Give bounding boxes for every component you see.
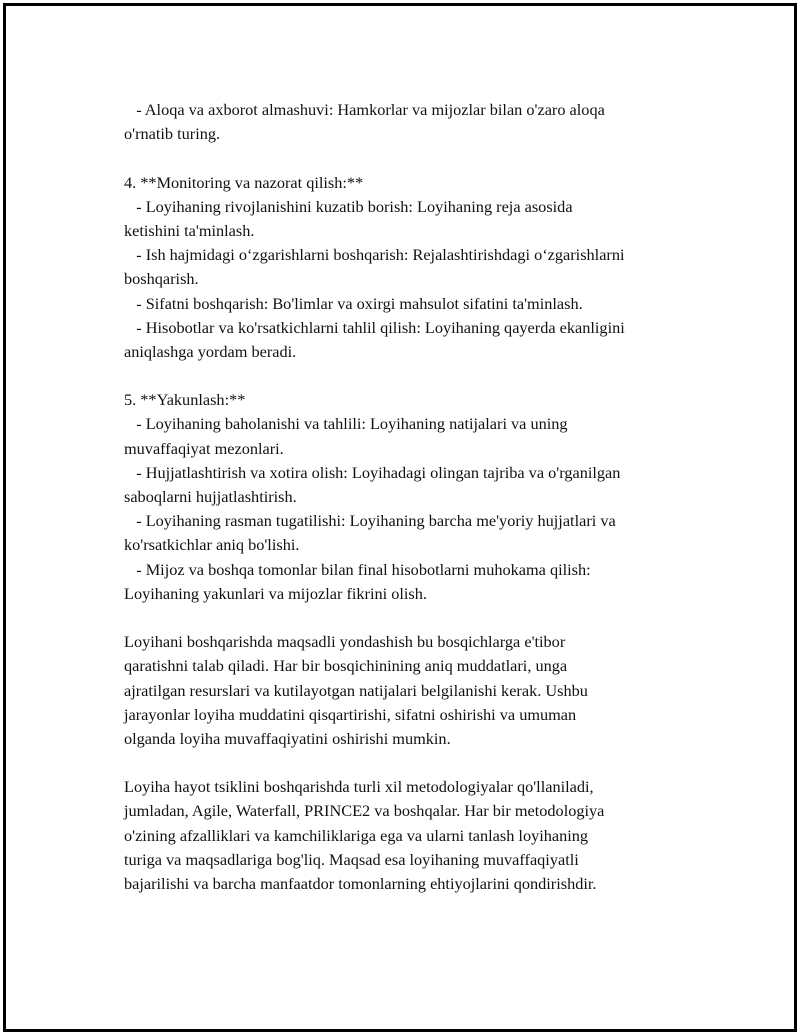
text-line: olganda loyiha muvaffaqiyatini oshirishi mumkin.: [124, 728, 451, 748]
list-item: - Loyihaning rivojlanishini kuzatib borish: Loyihaning reja asosida: [124, 196, 573, 216]
text-line: jarayonlar loyiha muddatini qisqartirishi, sifatni oshirishi va umuman: [124, 704, 577, 724]
section-closing: [124, 388, 704, 606]
text-line: Loyiha hayot tsiklini boshqarishda turli xil metodologiyalar qo'llaniladi,: [124, 777, 594, 797]
text-line: bajarilishi va barcha manfaatdor tomonlarning ehtiyojlarini qondirishdir.: [124, 874, 597, 893]
section-monitoring: [124, 171, 704, 365]
list-item: - Hujjatlashtirish va xotira olish: Loyihadagi olingan tajriba va o'rganilgan: [124, 462, 621, 482]
text-line: Loyihani boshqarishda maqsadli yondashish bu bosqichlarga e'tibor: [124, 632, 566, 652]
list-item: - Mijoz va boshqa tomonlar bilan final hisobotlarni muhokama qilish:: [124, 559, 591, 579]
document-body: [124, 98, 704, 896]
list-item-continuation: Loyihaning yakunlari va mijozlar fikrini olish.: [124, 583, 427, 603]
list-item-continuation: boshqarish.: [124, 269, 199, 289]
list-item: - Ish hajmidagi o‘zgarishlarni boshqarish: Rejalashtirishdagi o‘zgarishlarni: [124, 245, 625, 265]
paragraph-gap: [124, 146, 704, 170]
list-item: - Hisobotlar va ko'rsatkichlarni tahlil qilish: Loyihaning qayerda ekanligini: [124, 317, 625, 337]
text-line: o'zining afzalliklari va kamchiliklariga ega va ularni tanlash loyihaning: [124, 825, 589, 845]
text-line: jumladan, Agile, Waterfall, PRINCE2 va boshqalar. Har bir metodologiya: [124, 801, 605, 821]
paragraph-methodologies: [124, 775, 704, 896]
list-item-continuation: ketishini ta'minlash.: [124, 220, 255, 240]
text-line: turiga va maqsadlariga bog'liq. Maqsad esa loyihaning muvaffaqiyatli: [124, 849, 579, 869]
paragraph-gap: [124, 751, 704, 775]
paragraph-gap: [124, 364, 704, 388]
text-line: qaratishni talab qiladi. Har bir bosqichinining aniq muddatlari, unga: [124, 656, 568, 676]
section-heading: 4. **Monitoring va nazorat qilish:**: [124, 172, 364, 192]
list-item-continuation: muvaffaqiyat mezonlari.: [124, 438, 284, 458]
paragraph-approach: [124, 630, 704, 751]
text-line: o'rnatib turing.: [124, 124, 221, 144]
list-item-continuation: aniqlashga yordam beradi.: [124, 341, 297, 361]
paragraph-gap: [124, 606, 704, 630]
text-line: - Aloqa va axborot almashuvi: Hamkorlar va mijozlar bilan o'zaro aloqa: [124, 100, 605, 119]
list-item-continuation: ko'rsatkichlar aniq bo'lishi.: [124, 535, 300, 555]
list-item: - Loyihaning baholanishi va tahlili: Loyihaning natijalari va uning: [124, 414, 568, 434]
page-frame: [3, 3, 797, 1032]
list-item-continuation: saboqlarni hujjatlashtirish.: [124, 487, 297, 506]
list-item: - Loyihaning rasman tugatilishi: Loyihaning barcha me'yoriy hujjatlari va: [124, 511, 616, 531]
section-heading: 5. **Yakunlash:**: [124, 390, 246, 410]
text-line: ajratilgan resurslari va kutilayotgan natijalari belgilanishi kerak. Ushbu: [124, 680, 588, 700]
paragraph-communication: [124, 98, 704, 146]
list-item: - Sifatni boshqarish: Bo'limlar va oxirgi mahsulot sifatini ta'minlash.: [124, 293, 583, 313]
